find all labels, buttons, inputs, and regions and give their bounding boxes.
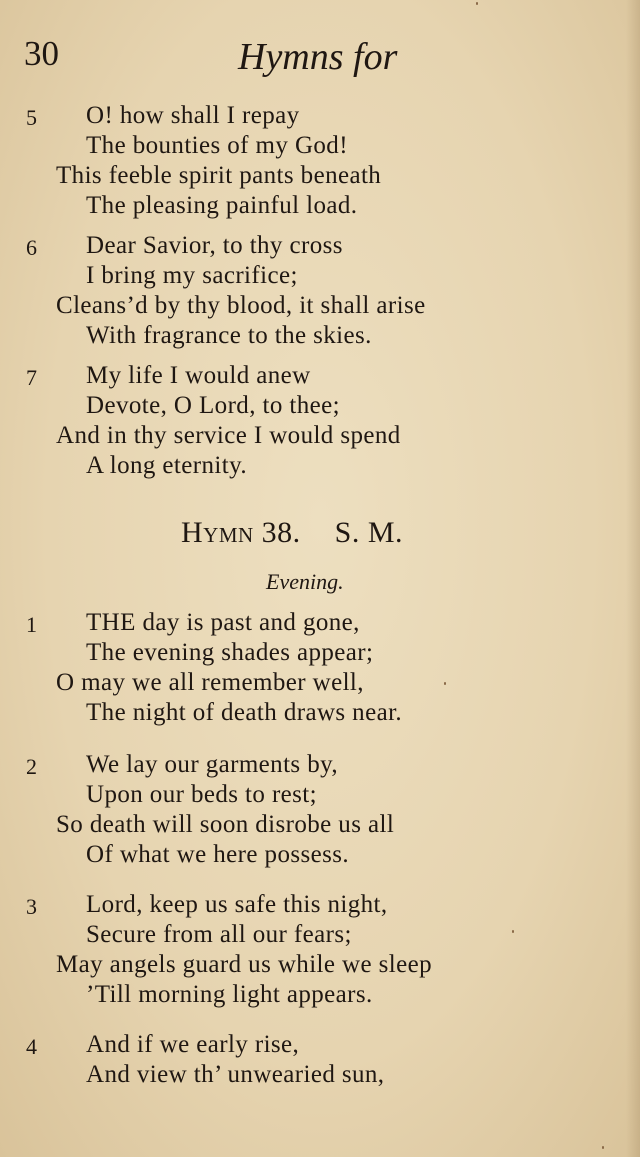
paper-speck	[512, 930, 514, 933]
page-edge-shadow	[626, 0, 640, 1157]
verse-number: 3	[26, 894, 37, 919]
verse-line: And in thy service I would spend	[56, 422, 401, 449]
verse-line: O may we all remember well,	[56, 669, 364, 696]
hymn-subtitle: Evening.	[266, 569, 344, 594]
verse-line: With fragrance to the skies.	[86, 322, 372, 349]
verse-line: My life I would anew	[86, 362, 311, 389]
page-number: 30	[24, 34, 59, 73]
hymn-heading	[181, 513, 403, 553]
paper-speck	[444, 682, 446, 685]
verse-line: So death will soon disrobe us all	[56, 811, 395, 838]
verse-number: 5	[26, 105, 37, 130]
verse-line: Lord, keep us safe this night,	[86, 891, 388, 918]
verse-line: The evening shades appear;	[86, 639, 374, 666]
verse-line: A long eternity.	[86, 452, 248, 479]
verse-number: 4	[26, 1034, 37, 1059]
hymn-meter: S. M.	[334, 516, 404, 549]
paper-speck	[602, 1146, 604, 1149]
verse-line: The bounties of my God!	[86, 132, 348, 159]
verse-line: Upon our beds to rest;	[86, 781, 317, 808]
verse-number: 1	[26, 612, 37, 637]
running-title: Hymns for	[238, 36, 398, 78]
verse-line: Dear Savior, to thy cross	[86, 232, 343, 259]
verse-number: 7	[26, 365, 37, 390]
verse-line: Devote, O Lord, to thee;	[86, 392, 340, 419]
verse-line: The night of death draws near.	[86, 699, 403, 726]
verse-line: ’Till morning light appears.	[86, 981, 373, 1008]
verse-line: Of what we here possess.	[86, 841, 350, 868]
verse-number: 2	[26, 754, 37, 779]
verse-line: Cleans’d by thy blood, it shall arise	[56, 292, 426, 319]
paper-speck	[476, 2, 478, 5]
verse-number: 6	[26, 235, 37, 260]
verse-line: We lay our garments by,	[86, 751, 339, 778]
verse-line: THE day is past and gone,	[86, 609, 360, 636]
verse-line: And if we early rise,	[86, 1031, 300, 1058]
verse-line: I bring my sacrifice;	[86, 262, 298, 289]
verse-line: The pleasing painful load.	[86, 192, 358, 219]
verse-line: And view th’ unwearied sun,	[86, 1061, 385, 1088]
verse-line: This feeble spirit pants beneath	[56, 162, 382, 189]
verse-line: May angels guard us while we sleep	[56, 951, 433, 978]
verse-line: Secure from all our fears;	[86, 921, 352, 948]
hymn-number: 38.	[261, 516, 301, 549]
verse-line: O! how shall I repay	[86, 102, 300, 129]
hymn-label: Hymn	[181, 516, 254, 549]
